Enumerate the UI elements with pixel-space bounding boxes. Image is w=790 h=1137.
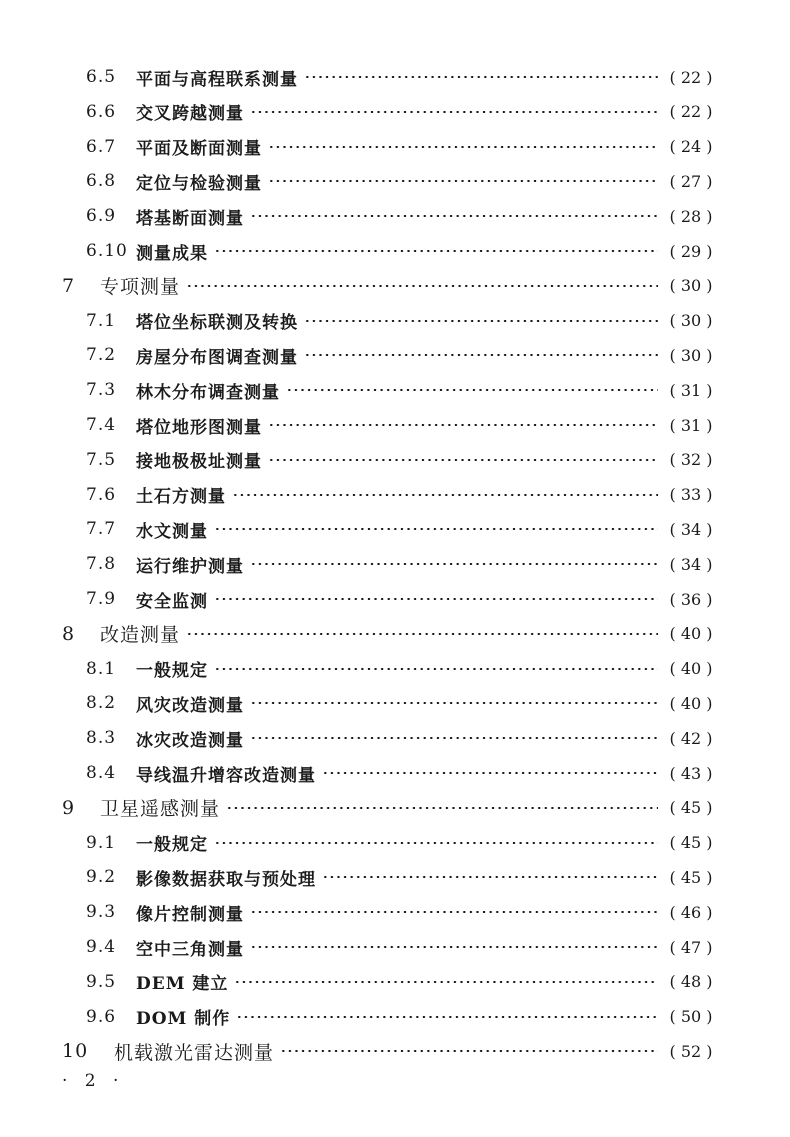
section-number: 6.8 (86, 171, 117, 192)
section-number: 6.10 (86, 241, 128, 261)
toc-entry-8-1[interactable] (0, 654, 790, 684)
toc-entry-7-8[interactable] (0, 549, 790, 579)
chapter-number: 9 (62, 796, 76, 819)
dot-leader (250, 215, 658, 217)
page-reference: ( 31 ) (669, 415, 713, 435)
page-reference: ( 45 ) (669, 833, 713, 853)
dot-leader (214, 250, 658, 252)
section-number: 7.9 (86, 589, 117, 609)
page-reference: ( 32 ) (669, 450, 713, 470)
dot-leader (236, 1016, 658, 1018)
section-title: 平面与高程联系测量 (136, 65, 304, 90)
section-title: 平面及断面测量 (136, 134, 268, 159)
page-reference: ( 30 ) (669, 311, 713, 331)
dot-leader (250, 737, 658, 739)
section-title: 接地极极址测量 (136, 447, 268, 472)
chapter-number: 10 (62, 1040, 89, 1063)
section-number: 7.2 (86, 345, 117, 366)
dot-leader (232, 494, 658, 496)
toc-entry-9-1[interactable] (0, 828, 790, 858)
section-title: 塔基断面测量 (136, 204, 250, 229)
dot-leader (214, 668, 658, 670)
chapter-number: 8 (62, 622, 76, 645)
toc-entry-9-4[interactable] (0, 932, 790, 962)
toc-entry-chapter-9[interactable] (0, 793, 790, 823)
toc-entry-chapter-8[interactable] (0, 619, 790, 649)
page-reference: ( 43 ) (669, 763, 713, 783)
page-reference: ( 22 ) (669, 67, 713, 87)
toc-entry-7-7[interactable] (0, 514, 790, 544)
toc-entry-7-1[interactable] (0, 306, 790, 336)
section-number: 7.4 (86, 415, 117, 435)
toc-entry-8-2[interactable] (0, 688, 790, 718)
toc-entry-6-5[interactable] (0, 62, 790, 92)
page-reference: ( 30 ) (669, 345, 713, 365)
page-number-footer: · 2 · (62, 1071, 125, 1091)
dot-leader (186, 633, 658, 635)
dot-leader (286, 389, 658, 391)
dot-leader (304, 76, 658, 78)
page-reference: ( 31 ) (669, 380, 713, 400)
page-reference: ( 34 ) (669, 519, 713, 539)
dot-leader (214, 598, 658, 600)
page-reference: ( 22 ) (669, 102, 713, 122)
section-number: 7.7 (86, 519, 117, 540)
toc-entry-7-6[interactable] (0, 480, 790, 510)
page-reference: ( 29 ) (669, 241, 713, 261)
section-title: 空中三角测量 (136, 935, 250, 960)
dot-leader (234, 981, 658, 983)
section-title: 一般规定 (136, 656, 214, 681)
toc-entry-9-5[interactable] (0, 967, 790, 997)
dot-leader (304, 320, 658, 322)
dot-leader (250, 911, 658, 913)
dot-leader (250, 111, 658, 113)
dot-leader (226, 807, 658, 809)
chapter-title: 卫星遥感测量 (100, 794, 226, 821)
chapter-title: 改造测量 (100, 620, 186, 647)
dot-leader (280, 1050, 658, 1052)
dot-leader (214, 528, 658, 530)
toc-entry-8-3[interactable] (0, 723, 790, 753)
toc-entry-9-6[interactable] (0, 1002, 790, 1032)
section-number: 7.3 (86, 380, 117, 401)
section-title: 测量成果 (136, 239, 214, 264)
section-number: 6.6 (86, 101, 117, 122)
section-number: 6.7 (86, 136, 117, 157)
page-reference: ( 40 ) (669, 693, 713, 713)
page-reference: ( 24 ) (669, 137, 713, 157)
dot-leader (322, 876, 658, 878)
section-number: 8.2 (86, 693, 117, 714)
page-reference: ( 27 ) (669, 171, 713, 191)
section-title: 塔位地形图测量 (136, 413, 268, 438)
page-reference: ( 50 ) (669, 1007, 713, 1027)
page-reference: ( 52 ) (669, 1041, 713, 1061)
section-number: 9.1 (86, 832, 117, 853)
section-number: 7.6 (86, 484, 117, 505)
page-reference: ( 45 ) (669, 798, 713, 818)
section-number: 9.5 (86, 971, 117, 992)
section-number: 9.4 (86, 937, 117, 957)
section-title: DEM 建立 (136, 969, 234, 994)
section-title: DOM 制作 (136, 1004, 236, 1029)
toc-entry-9-3[interactable] (0, 897, 790, 927)
section-title: 林木分布调查测量 (136, 378, 286, 403)
toc-entry-chapter-10[interactable] (0, 1036, 790, 1066)
toc-entry-7-4[interactable] (0, 410, 790, 440)
section-number: 7.5 (86, 449, 117, 470)
section-title: 定位与检验测量 (136, 169, 268, 194)
dot-leader (250, 702, 658, 704)
section-title: 水文测量 (136, 517, 214, 542)
section-number: 6.5 (86, 67, 117, 87)
section-number: 9.3 (86, 902, 117, 923)
toc-entry-7-9[interactable] (0, 584, 790, 614)
toc-entry-6-8[interactable] (0, 166, 790, 196)
section-title: 风灾改造测量 (136, 691, 250, 716)
section-title: 土石方测量 (136, 482, 232, 507)
toc-entry-6-6[interactable] (0, 97, 790, 127)
page-reference: ( 36 ) (669, 589, 713, 609)
section-title: 像片控制测量 (136, 900, 250, 925)
dot-leader (250, 563, 658, 565)
section-number: 7.1 (86, 310, 117, 331)
dot-leader (186, 285, 658, 287)
toc-entry-7-5[interactable] (0, 445, 790, 475)
section-title: 冰灾改造测量 (136, 726, 250, 751)
page-reference: ( 47 ) (669, 937, 713, 957)
section-title: 交叉跨越测量 (136, 99, 250, 124)
section-title: 塔位坐标联测及转换 (136, 308, 304, 333)
dot-leader (268, 424, 658, 426)
section-title: 一般规定 (136, 830, 214, 855)
toc-entry-chapter-7[interactable] (0, 271, 790, 301)
dot-leader (268, 459, 658, 461)
page-reference: ( 45 ) (669, 867, 713, 887)
section-title: 安全监测 (136, 587, 214, 612)
section-title: 导线温升增容改造测量 (136, 761, 322, 786)
section-number: 8.1 (86, 658, 117, 679)
dot-leader (322, 772, 658, 774)
toc-entry-6-9[interactable] (0, 201, 790, 231)
dot-leader (250, 946, 658, 948)
dot-leader (214, 842, 658, 844)
toc-entry-9-2[interactable] (0, 862, 790, 892)
page-reference: ( 48 ) (669, 972, 713, 992)
chapter-number: 7 (62, 274, 76, 297)
section-number: 9.6 (86, 1006, 117, 1027)
toc-entry-7-2[interactable] (0, 340, 790, 370)
page-reference: ( 46 ) (669, 902, 713, 922)
dot-leader (268, 180, 658, 182)
section-number: 8.3 (86, 728, 117, 749)
chapter-title: 专项测量 (100, 272, 186, 299)
page-reference: ( 42 ) (669, 728, 713, 748)
section-number: 7.8 (86, 554, 117, 575)
section-title: 运行维护测量 (136, 552, 250, 577)
page-reference: ( 40 ) (669, 659, 713, 679)
page-reference: ( 33 ) (669, 485, 713, 505)
dot-leader (268, 146, 658, 148)
page-reference: ( 40 ) (669, 624, 713, 644)
dot-leader (304, 354, 658, 356)
toc-entry-7-3[interactable] (0, 375, 790, 405)
toc-entry-6-10[interactable] (0, 236, 790, 266)
section-number: 8.4 (86, 763, 117, 783)
section-title: 影像数据获取与预处理 (136, 865, 322, 890)
page-reference: ( 28 ) (669, 206, 713, 226)
section-number: 6.9 (86, 206, 117, 227)
section-number: 9.2 (86, 867, 117, 888)
page-reference: ( 34 ) (669, 554, 713, 574)
chapter-title: 机载激光雷达测量 (114, 1038, 280, 1065)
page-reference: ( 30 ) (669, 276, 713, 296)
section-title: 房屋分布图调查测量 (136, 343, 304, 368)
toc-entry-8-4[interactable] (0, 758, 790, 788)
toc-entry-6-7[interactable] (0, 132, 790, 162)
